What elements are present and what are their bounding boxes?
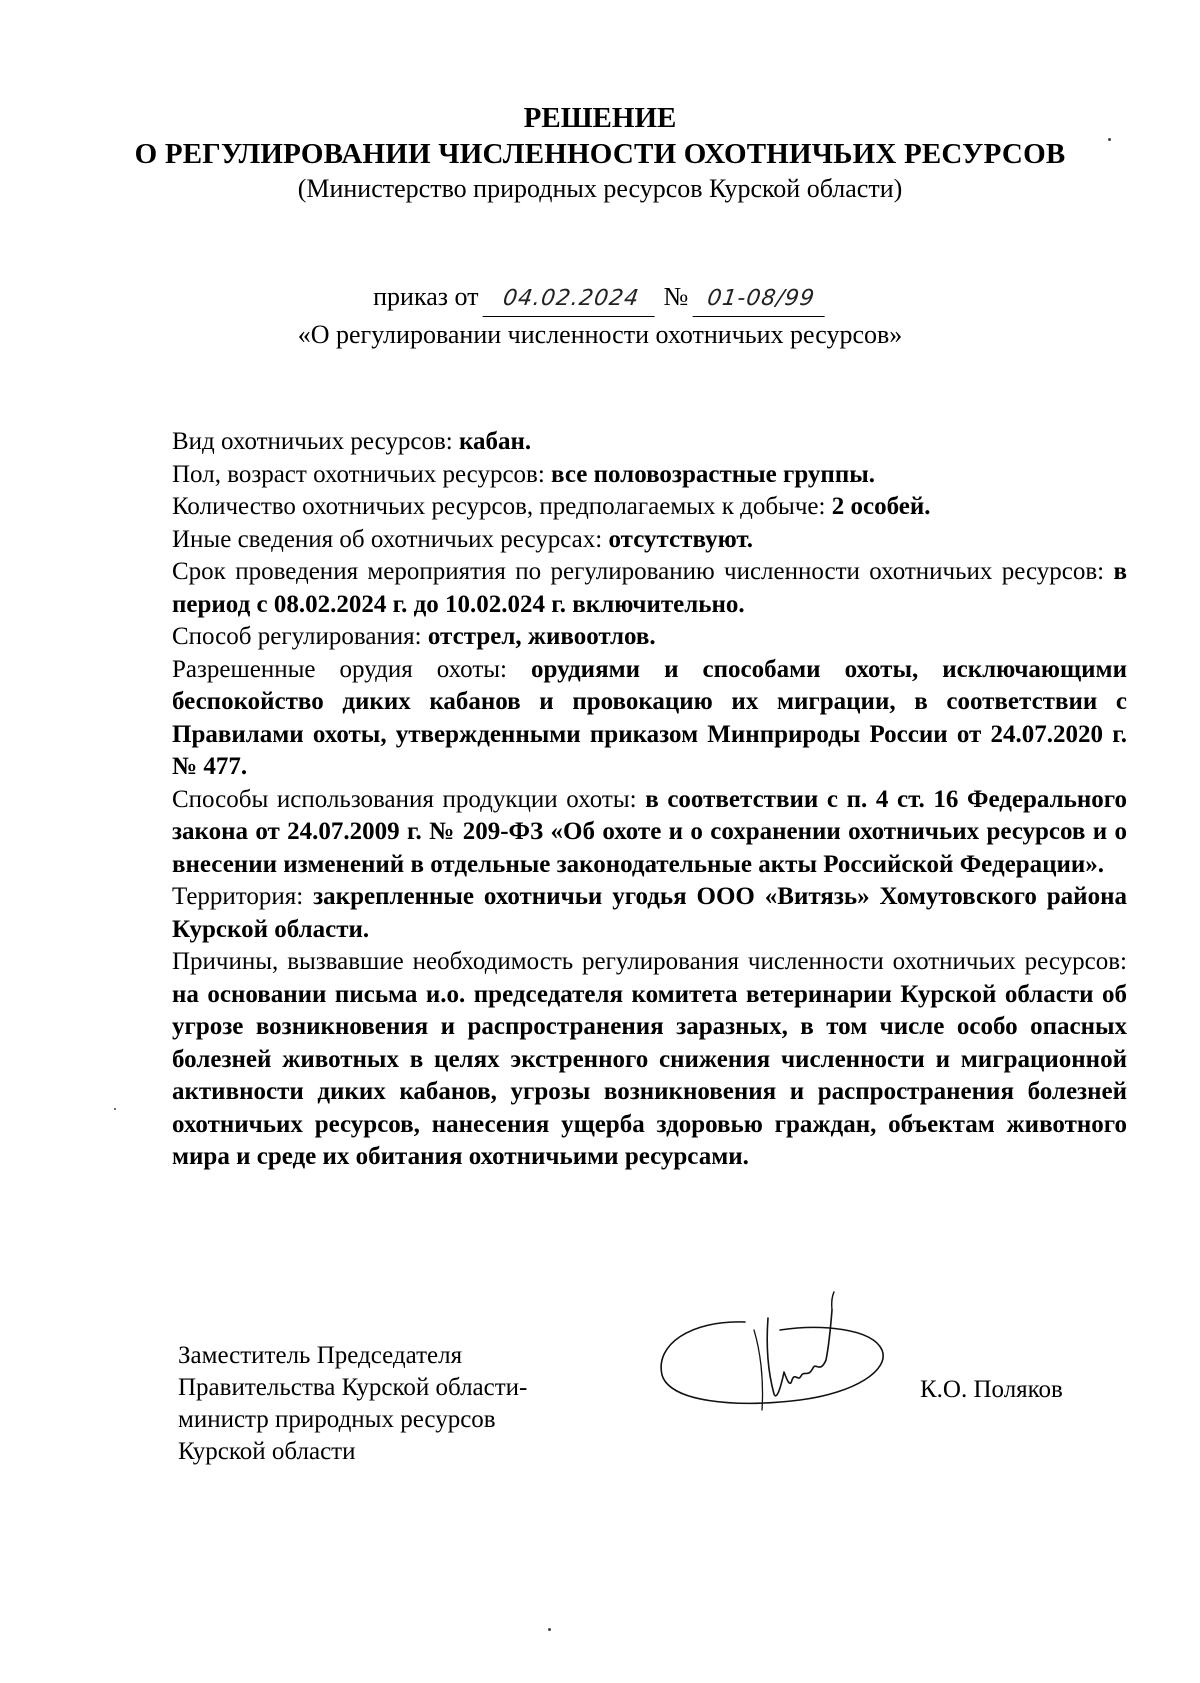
field-value: 2 особей. xyxy=(831,493,931,520)
order-number-handwritten: 01-08/99 xyxy=(692,282,829,317)
field-value: на основании письма и.о. председателя комитета ветеринарии Курской области об угрозе возникновения и распространения заразных, в том числе особо опасных болезней животных в целях экстренного снижения численности и миграционной активности диких кабанов, угрозы возникновения и распространения болезней охотничьих ресурсов, нанесения ущерба здоровью граждан, объектам животного мира и среде их обитания охотничьими ресурсами. xyxy=(172,980,1127,1170)
issuing-authority: (Министерство природных ресурсов Курской области) xyxy=(297,174,903,203)
field-label: Способ регулирования: xyxy=(172,623,428,650)
field-method xyxy=(172,621,1127,654)
field-value: в соответствии с п. 4 ст. 16 Федерального закона от 24.07.2009 г. № 209-ФЗ «Об охоте и о сохранении охотничьих ресурсов и о внесении изменений в отдельные законодательные акты Российской Федерации». xyxy=(172,785,1128,878)
position-line: Курской области xyxy=(178,1438,356,1465)
field-label: Разрешенные орудия охоты: xyxy=(172,655,532,683)
field-territory xyxy=(172,881,1127,946)
scan-speck xyxy=(548,1628,551,1631)
field-label: Способы использования продукции охоты: xyxy=(172,785,646,813)
document-title: РЕШЕНИЕ xyxy=(523,102,677,134)
scan-speck xyxy=(114,1108,116,1110)
order-title: «О регулировании численности охотничьих ресурсов» xyxy=(297,320,903,349)
signer-name: К.О. Поляков xyxy=(920,1376,1063,1403)
order-reference xyxy=(0,280,1200,317)
field-label: Причины, вызвавшие необходимость регулирования численности охотничьих ресурсов: xyxy=(172,948,1127,975)
position-line: Заместитель Председателя xyxy=(178,1342,463,1369)
handwritten-signature xyxy=(650,1290,900,1440)
order-number-sign: № xyxy=(663,282,689,311)
scan-speck xyxy=(1108,138,1111,141)
field-label: Количество охотничьих ресурсов, предполагаемых к добыче: xyxy=(172,493,832,520)
field-label: Пол, возраст охотничьих ресурсов: xyxy=(172,460,552,488)
field-quantity xyxy=(172,491,1127,524)
decision-fields xyxy=(172,426,1127,1174)
field-value: орудиями и способами охоты, исключающими беспокойство диких кабанов и провокацию их миграции, в соответствии с Правилами охоты, утвержденными приказом Минприроды России от 24.07.2020 г. № 477. xyxy=(172,655,1127,780)
field-resource-type xyxy=(172,426,1127,459)
field-label: Срок проведения мероприятия по регулированию численности охотничьих ресурсов: xyxy=(172,558,1114,585)
order-prefix: приказ от xyxy=(373,282,479,311)
field-value: закрепленные охотничьи угодья ООО «Витязь» Хомутовского района Курской области. xyxy=(172,883,1127,943)
field-reasons xyxy=(172,946,1127,1174)
document-subtitle: О РЕГУЛИРОВАНИИ ЧИСЛЕННОСТИ ОХОТНИЧЬИХ РЕСУРСОВ xyxy=(134,138,1066,170)
field-value: кабан. xyxy=(459,428,532,455)
field-value: в период с 08.02.2024 г. до 10.02.024 г. включительно. xyxy=(172,558,1127,618)
position-line: министр природных ресурсов xyxy=(178,1406,496,1433)
field-hunting-tools xyxy=(172,654,1127,784)
document-header xyxy=(0,100,1200,206)
field-value: все половозрастные группы. xyxy=(551,460,876,488)
field-value: отстрел, живоотлов. xyxy=(427,623,656,650)
signatory-position xyxy=(178,1340,527,1468)
field-other-info xyxy=(172,524,1127,557)
field-value: отсутствуют. xyxy=(608,525,754,553)
position-line: Правительства Курской области- xyxy=(178,1374,528,1401)
field-period xyxy=(172,556,1127,621)
field-label: Иные сведения об охотничьих ресурсах: xyxy=(172,525,609,553)
order-date-handwritten: 04.02.2024 xyxy=(483,282,660,317)
field-label: Вид охотничьих ресурсов: xyxy=(172,428,459,455)
field-sex-age xyxy=(172,459,1127,492)
field-product-use xyxy=(172,784,1127,882)
field-label: Территория: xyxy=(172,883,314,910)
